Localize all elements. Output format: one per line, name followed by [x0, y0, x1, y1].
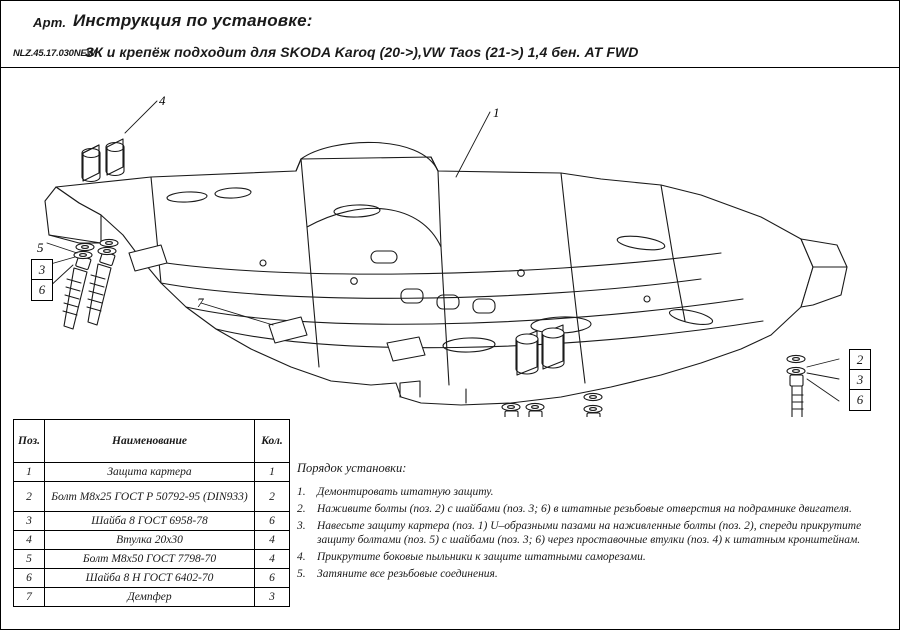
step-number: 3.: [297, 520, 306, 533]
fitment-subtitle: ЗК и крепёж подходит для SKODA Karoq (20->),VW Taos (21->) 1,4 бен. AT FWD: [85, 44, 639, 60]
instruction-step: [297, 485, 893, 499]
step-number: 1.: [297, 486, 306, 499]
table-row: [14, 512, 290, 531]
instruction-step: [297, 550, 893, 564]
step-text: Наживите болты (поз. 2) с шайбами (поз. 3; 6) в штатные резьбовые отверстия на подрамнике двигателя.: [317, 503, 852, 516]
step-text: Демонтировать штатную защиту.: [317, 486, 494, 499]
callout-3: 3: [31, 259, 53, 281]
cell-name: Демпфер: [45, 588, 255, 607]
instructions-heading: Порядок установки:: [297, 461, 407, 475]
cell-qty: 6: [255, 512, 290, 531]
callout-right-3: 3: [849, 369, 871, 391]
page-title: Инструкция по установке:: [73, 11, 313, 30]
col-qty: Кол.: [255, 420, 290, 463]
cell-pos: 4: [14, 531, 45, 550]
table-header-row: [14, 420, 290, 463]
callout-1: 1: [493, 105, 500, 120]
cell-name: Шайба 8 Н ГОСТ 6402-70: [45, 569, 255, 588]
installation-instructions: [297, 461, 893, 584]
cell-name: Защита картера: [45, 463, 255, 482]
cell-pos: 3: [14, 512, 45, 531]
step-number: 4.: [297, 551, 306, 564]
cell-name: Болт М8х50 ГОСТ 7798-70: [45, 550, 255, 569]
cell-name: Шайба 8 ГОСТ 6958-78: [45, 512, 255, 531]
cell-pos: 7: [14, 588, 45, 607]
table-row: [14, 482, 290, 512]
cell-qty: 2: [255, 482, 290, 512]
parts-table: [13, 419, 290, 607]
cell-qty: 3: [255, 588, 290, 607]
cell-pos: 2: [14, 482, 45, 512]
art-label: Арт.: [33, 15, 67, 30]
col-pos: Поз.: [14, 420, 45, 463]
cell-pos: 1: [14, 463, 45, 482]
callout-7: 7: [197, 295, 204, 310]
instruction-step: [297, 567, 893, 581]
step-text: Затяните все резьбовые соединения.: [317, 568, 498, 581]
table-row: [14, 588, 290, 607]
cell-qty: 1: [255, 463, 290, 482]
step-text: Навесьте защиту картера (поз. 1) U–образными пазами на наживленные болты (поз. 2), спереди прикрутите защиту болтами (поз. 5) с шайбами (поз. 3; 6) через проставочные втулки (поз. 4) к штатным кронштейнам.: [317, 520, 862, 547]
callout-right-6: 6: [849, 389, 871, 411]
callout-4: 4: [159, 93, 166, 108]
callout-6: 6: [31, 279, 53, 301]
step-number: 5.: [297, 568, 306, 581]
assembly-drawing: [1, 67, 899, 417]
instruction-step: [297, 502, 893, 516]
cell-name: Втулка 20х30: [45, 531, 255, 550]
callout-right-2: 2: [849, 349, 871, 371]
table-row: [14, 531, 290, 550]
cell-pos: 5: [14, 550, 45, 569]
cell-qty: 4: [255, 531, 290, 550]
table-row: [14, 569, 290, 588]
cell-name: Болт М8х25 ГОСТ Р 50792-95 (DIN933): [45, 482, 255, 512]
step-text: Прикрутите боковые пыльники к защите штатными саморезами.: [317, 551, 646, 564]
col-name: Наименование: [45, 420, 255, 463]
instruction-step: [297, 519, 893, 547]
cell-qty: 6: [255, 569, 290, 588]
table-row: [14, 463, 290, 482]
cell-qty: 4: [255, 550, 290, 569]
step-number: 2.: [297, 503, 306, 516]
table-row: [14, 550, 290, 569]
cell-pos: 6: [14, 569, 45, 588]
callout-5: 5: [37, 240, 44, 255]
article-code: NLZ.45.17.030NEW: [13, 48, 96, 59]
